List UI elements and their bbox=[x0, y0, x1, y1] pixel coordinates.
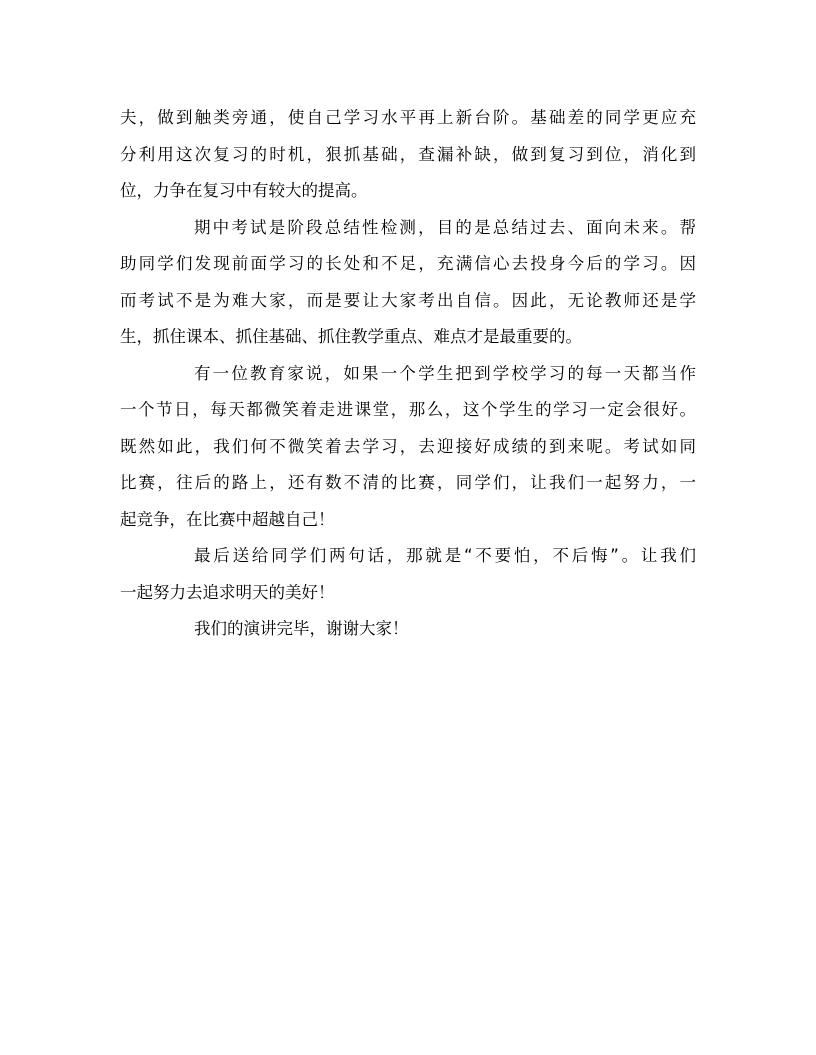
text-line: 比赛，往后的路上，还有数不清的比赛，同学们，让我们一起努力，一 bbox=[120, 473, 696, 492]
text-line: 期中考试是阶段总结性检测，目的是总结过去、面向未来。帮 bbox=[194, 217, 696, 237]
paragraph-educator bbox=[120, 356, 696, 539]
text-line: 我们的演讲完毕，谢谢大家！ bbox=[194, 619, 409, 638]
paragraph-thanks bbox=[120, 611, 696, 648]
paragraph-midterm bbox=[120, 210, 696, 356]
text-line: 起竞争，在比赛中超越自己！ bbox=[120, 509, 335, 529]
text-line: 既然如此，我们何不微笑着去学习，去迎接好成绩的到来呢。考试如同 bbox=[120, 436, 696, 456]
document-body bbox=[120, 100, 696, 648]
text-line: 位，力争在复习中有较大的提高。 bbox=[120, 181, 368, 200]
text-line: 而考试不是为难大家，而是要让大家考出自信。因此，无论教师还是学 bbox=[120, 290, 696, 310]
paragraph-closing-words bbox=[120, 538, 696, 611]
paragraph-continuation bbox=[120, 100, 696, 210]
text-line: 一个节日，每天都微笑着走进课堂，那么，这个学生的学习一定会很好。 bbox=[120, 400, 696, 419]
text-line: 一起努力去追求明天的美好！ bbox=[120, 582, 335, 602]
text-line: 最后送给同学们两句话，那就是“不要怕，不后悔”。让我们 bbox=[194, 546, 696, 565]
text-line: 分利用这次复习的时机，狠抓基础，查漏补缺，做到复习到位，消化到 bbox=[120, 144, 696, 164]
text-line: 生，抓住课本、抓住基础、抓住教学重点、难点才是最重要的。 bbox=[120, 327, 582, 346]
text-line: 有一位教育家说，如果一个学生把到学校学习的每一天都当作 bbox=[194, 363, 696, 383]
text-line: 夫，做到触类旁通，使自己学习水平再上新台阶。基础差的同学更应充 bbox=[120, 108, 696, 127]
text-line: 助同学们发现前面学习的长处和不足，充满信心去投身今后的学习。因 bbox=[120, 254, 696, 273]
